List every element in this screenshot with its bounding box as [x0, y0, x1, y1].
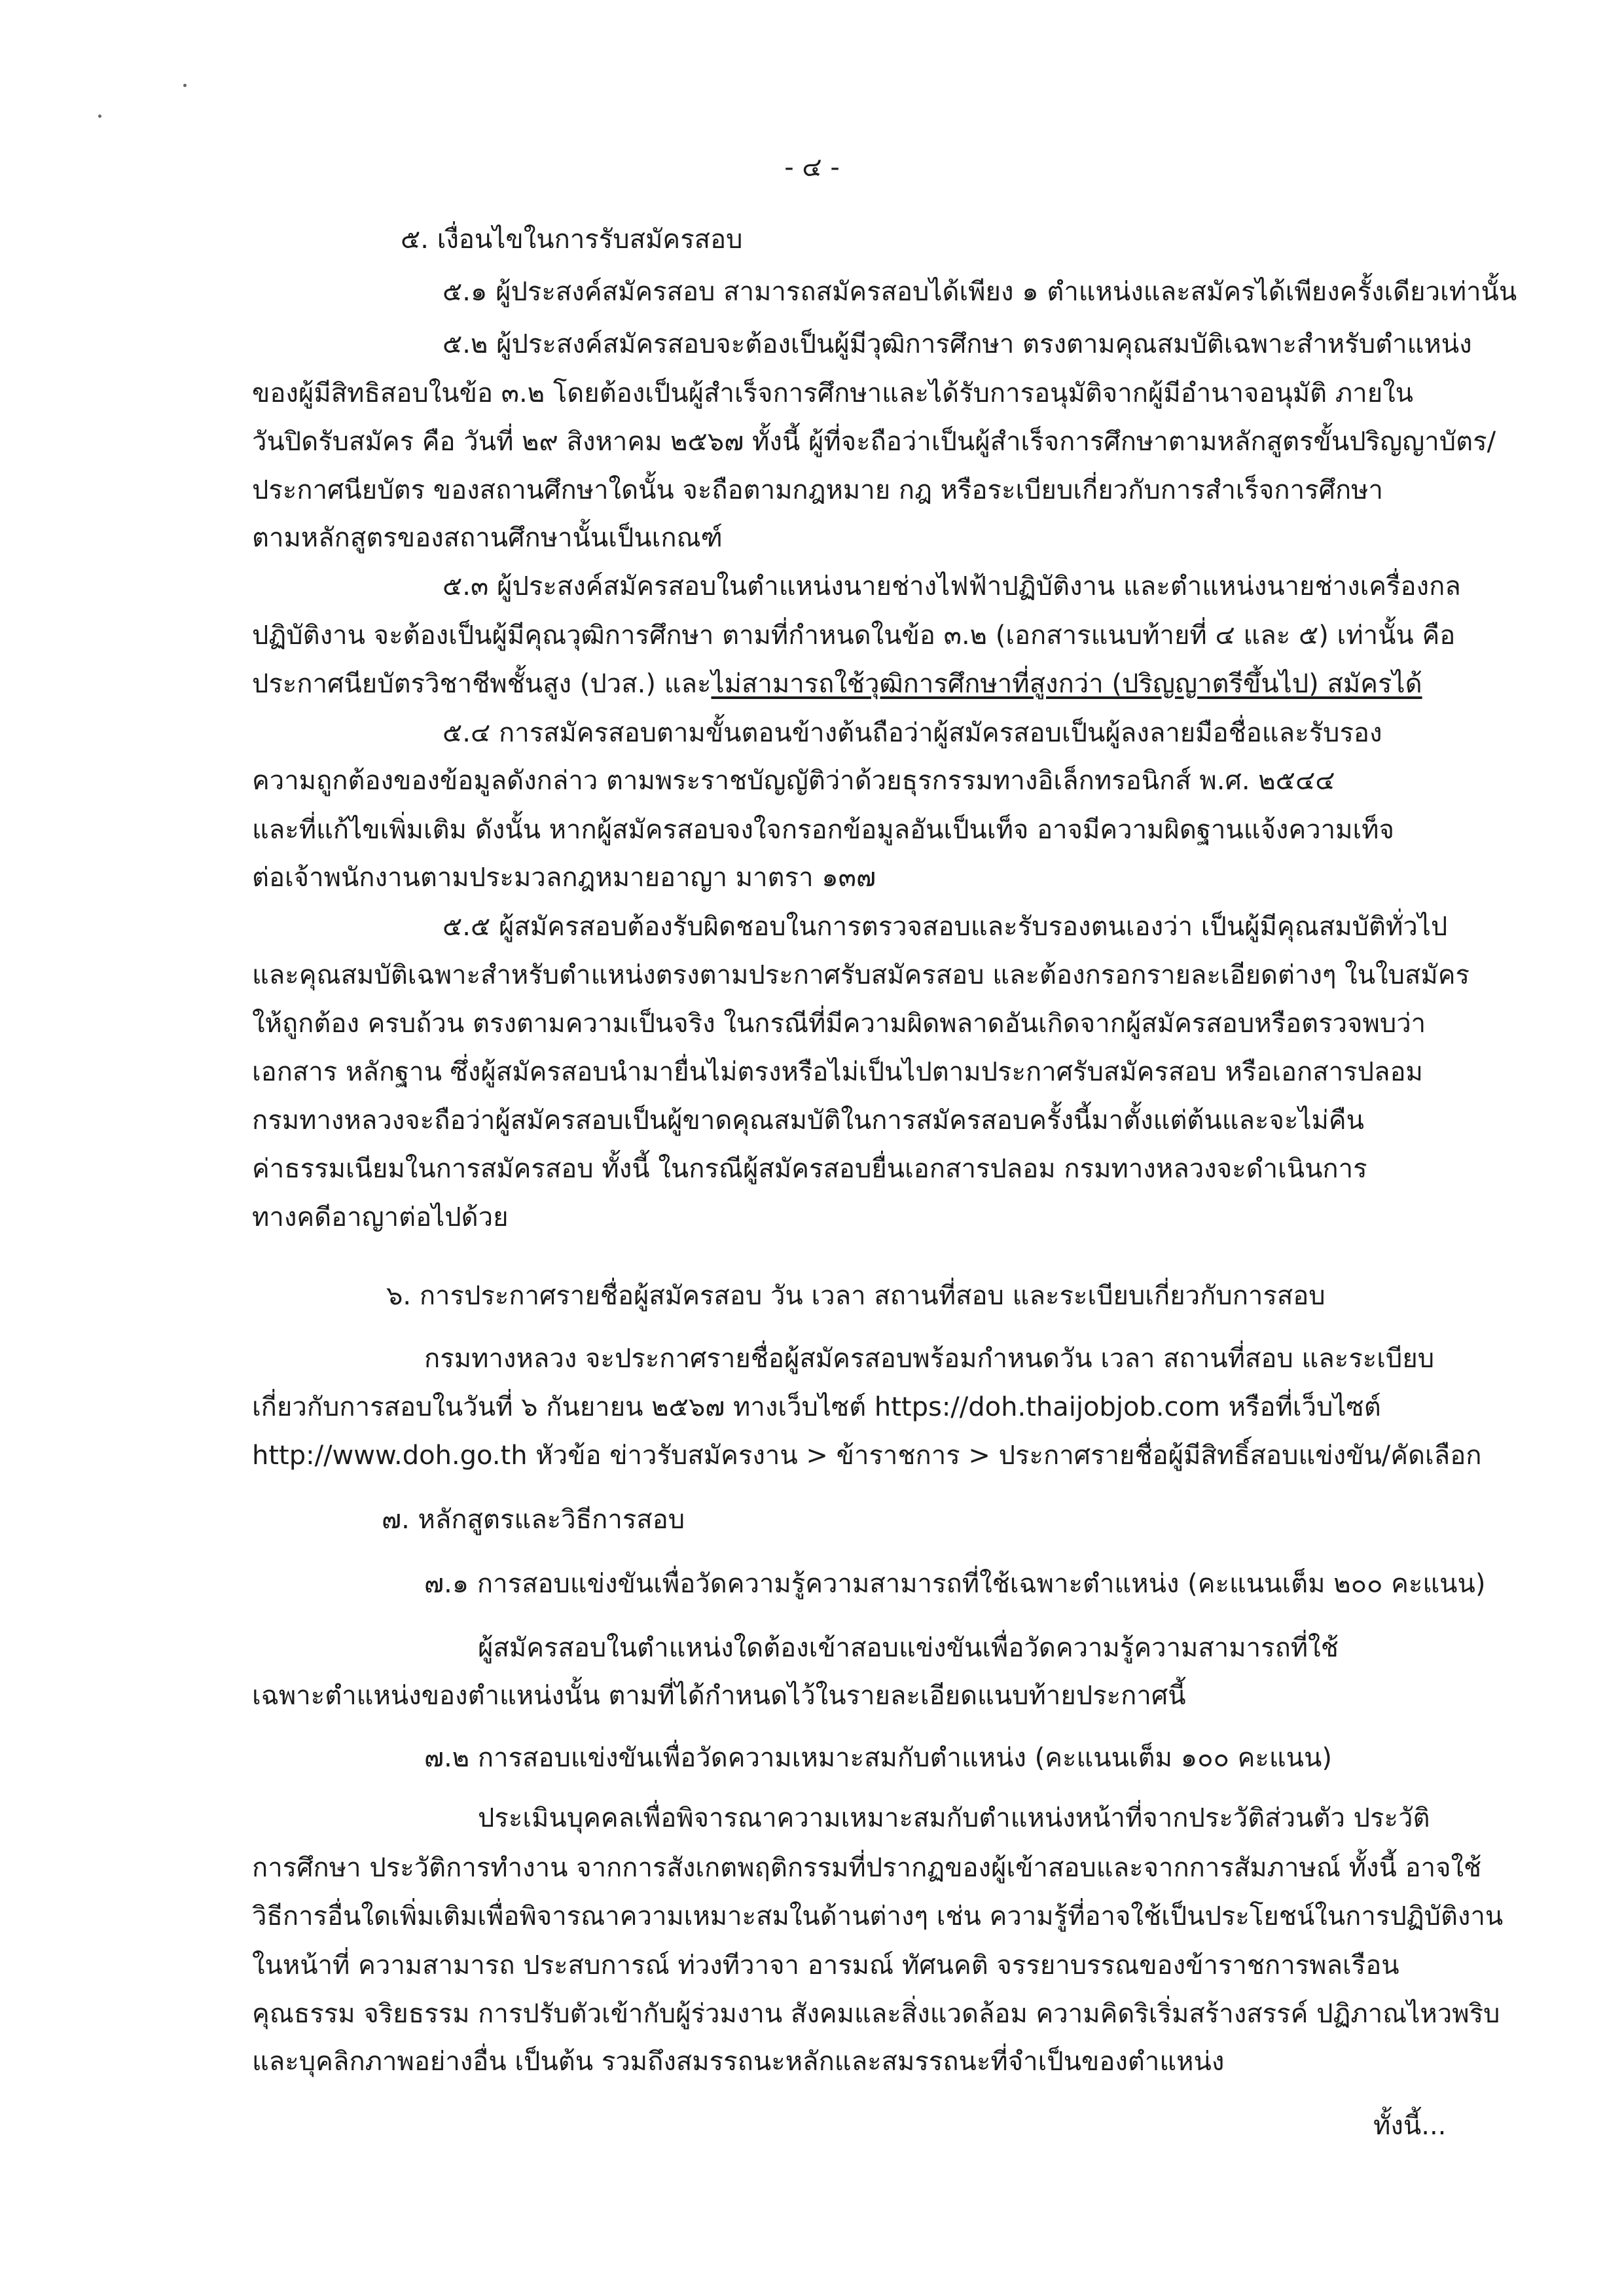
s5-5-line: ทางคดีอาญาต่อไปด้วย [252, 1202, 509, 1232]
s5-5-line: กรมทางหลวงจะถือว่าผู้สมัครสอบเป็นผู้ขาดคุณสมบัติในการสมัครสอบครั้งนี้มาตั้งแต่ต้นและจะไม่คืน [252, 1105, 1365, 1136]
s5-2-line: ๕.๒ ผู้ประสงค์สมัครสอบจะต้องเป็นผู้มีวุฒิการศึกษา ตรงตามคุณสมบัติเฉพาะสำหรับตำแหน่ง [442, 329, 1472, 359]
s7-1-line: เฉพาะตำแหน่งของตำแหน่งนั้น ตามที่ได้กำหนดไว้ในรายละเอียดแนบท้ายประกาศนี้ [252, 1681, 1186, 1711]
scan-speck [183, 84, 187, 87]
s5-4-line: ๕.๔ การสมัครสอบตามขั้นตอนข้างต้นถือว่าผู้สมัครสอบเป็นผู้ลงลายมือชื่อและรับรอง [442, 718, 1382, 748]
section-5-heading: ๕. เงื่อนไขในการรับสมัครสอบ [401, 224, 743, 255]
s5-2-line: ตามหลักสูตรของสถานศึกษานั้นเป็นเกณฑ์ [252, 523, 723, 553]
s5-5-line: ให้ถูกต้อง ครบถ้วน ตรงตามความเป็นจริง ในกรณีที่มีความผิดพลาดอันเกิดจากผู้สมัครสอบหรือตรวจพบว่า [252, 1009, 1426, 1039]
s7-1-heading: ๗.๑ การสอบแข่งขันเพื่อวัดความรู้ความสามารถที่ใช้เฉพาะตำแหน่ง (คะแนนเต็ม ๒๐๐ คะแนน) [424, 1569, 1486, 1599]
s5-2-line: ประกาศนียบัตร ของสถานศึกษาใดนั้น จะถือตามกฎหมาย กฎ หรือระเบียบเกี่ยวกับการสำเร็จการศึกษา [252, 475, 1384, 505]
s5-4-line: ความถูกต้องของข้อมูลดังกล่าว ตามพระราชบัญญัติว่าด้วยธุรกรรมทางอิเล็กทรอนิกส์ พ.ศ. ๒๕๔๔ [252, 766, 1335, 796]
s5-3-line [252, 666, 1422, 702]
section-7-heading: ๗. หลักสูตรและวิธีการสอบ [382, 1505, 685, 1535]
s5-5-line: เอกสาร หลักฐาน ซึ่งผู้สมัครสอบนำมายื่นไม่ตรงหรือไม่เป็นไปตามประกาศรับสมัครสอบ หรือเอกสารปลอม [252, 1057, 1423, 1087]
s5-1-line: ๕.๑ ผู้ประสงค์สมัครสอบ สามารถสมัครสอบได้เพียง ๑ ตำแหน่งและสมัครได้เพียงครั้งเดียวเท่านั้น [442, 277, 1517, 307]
section-6-heading: ๖. การประกาศรายชื่อผู้สมัครสอบ วัน เวลา สถานที่สอบ และระเบียบเกี่ยวกับการสอบ [386, 1281, 1326, 1311]
s7-2-line: วิธีการอื่นใดเพิ่มเติมเพื่อพิจารณาความเหมาะสมในด้านต่างๆ เช่น ความรู้ที่อาจใช้เป็นประโยชน์ในการปฏิบัติงาน [252, 1901, 1504, 1931]
continuation-text: ทั้งนี้... [1373, 2111, 1447, 2141]
s5-5-line: ค่าธรรมเนียมในการสมัครสอบ ทั้งนี้ ในกรณีผู้สมัครสอบยื่นเอกสารปลอม กรมทางหลวงจะดำเนินการ [252, 1154, 1367, 1184]
s6-line: เกี่ยวกับการสอบในวันที่ ๖ กันยายน ๒๕๖๗ ทางเว็บไซต์ https://doh.thaijobjob.com หรือที่เว็บไซต์ [252, 1392, 1381, 1422]
s5-3-line: ปฏิบัติงาน จะต้องเป็นผู้มีคุณวุฒิการศึกษา ตามที่กำหนดในข้อ ๓.๒ (เอกสารแนบท้ายที่ ๔ และ ๕) เท่านั้น คือ [252, 620, 1456, 651]
s7-2-line: การศึกษา ประวัติการทำงาน จากการสังเกตพฤติกรรมที่ปรากฏของผู้เข้าสอบและจากการสัมภาษณ์ ทั้งนี้ อาจใช้ [252, 1853, 1482, 1883]
s5-2-line: วันปิดรับสมัคร คือ วันที่ ๒๙ สิงหาคม ๒๕๖๗ ทั้งนี้ ผู้ที่จะถือว่าเป็นผู้สำเร็จการศึกษาตามหลักสูตรขั้นปริญญาบัตร/ [252, 427, 1496, 457]
s5-2-line: ของผู้มีสิทธิสอบในข้อ ๓.๒ โดยต้องเป็นผู้สำเร็จการศึกษาและได้รับการอนุมัติจากผู้มีอำนาจอนุมัติ ภายใน [252, 378, 1414, 408]
s5-5-line: และคุณสมบัติเฉพาะสำหรับตำแหน่งตรงตามประกาศรับสมัครสอบ และต้องกรอกรายละเอียดต่างๆ ในใบสมัคร [252, 960, 1470, 990]
s7-1-line: ผู้สมัครสอบในตำแหน่งใดต้องเข้าสอบแข่งขันเพื่อวัดความรู้ความสามารถที่ใช้ [478, 1633, 1339, 1663]
s5-3-line: ๕.๓ ผู้ประสงค์สมัครสอบในตำแหน่งนายช่างไฟฟ้าปฏิบัติงาน และตำแหน่งนายช่างเครื่องกล [442, 571, 1461, 601]
s7-2-line: ประเมินบุคคลเพื่อพิจารณาความเหมาะสมกับตำแหน่งหน้าที่จากประวัติส่วนตัว ประวัติ [478, 1803, 1430, 1833]
s7-2-heading: ๗.๒ การสอบแข่งขันเพื่อวัดความเหมาะสมกับตำแหน่ง (คะแนนเต็ม ๑๐๐ คะแนน) [424, 1743, 1332, 1773]
s6-line: กรมทางหลวง จะประกาศรายชื่อผู้สมัครสอบพร้อมกำหนดวัน เวลา สถานที่สอบ และระเบียบ [424, 1344, 1435, 1374]
s5-4-line: ต่อเจ้าพนักงานตามประมวลกฎหมายอาญา มาตรา ๑๓๗ [252, 863, 876, 893]
page-number: - ๔ - [784, 152, 840, 183]
s6-line: http://www.doh.go.th หัวข้อ ข่าวรับสมัครงาน > ข้าราชการ > ประกาศรายชื่อผู้มีสิทธิ์สอบแข่งขัน/คัดเลือก [252, 1441, 1482, 1471]
scan-speck [98, 115, 101, 118]
s7-2-line: คุณธรรม จริยธรรม การปรับตัวเข้ากับผู้ร่วมงาน สังคมและสิ่งแวดล้อม ความคิดริเริ่มสร้างสรรค์ ปฏิภาณไหวพริบ [252, 1999, 1500, 2029]
s5-4-line: และที่แก้ไขเพิ่มเติม ดังนั้น หากผู้สมัครสอบจงใจกรอกข้อมูลอันเป็นเท็จ อาจมีความผิดฐานแจ้งความเท็จ [252, 815, 1394, 845]
s5-3-plain-text: ประกาศนียบัตรวิชาชีพชั้นสูง (ปวส.) และ [252, 669, 712, 699]
s7-2-line: และบุคลิกภาพอย่างอื่น เป็นต้น รวมถึงสมรรถนะหลักและสมรรถนะที่จำเป็นของตำแหน่ง [252, 2047, 1225, 2077]
s5-5-line: ๕.๕ ผู้สมัครสอบต้องรับผิดชอบในการตรวจสอบและรับรองตนเองว่า เป็นผู้มีคุณสมบัติทั่วไป [442, 912, 1448, 942]
s5-3-underlined-text: ไม่สามารถใช้วุฒิการศึกษาที่สูงกว่า (ปริญญาตรีขึ้นไป) สมัครได้ [711, 669, 1422, 699]
s7-2-line: ในหน้าที่ ความสามารถ ประสบการณ์ ท่วงทีวาจา อารมณ์ ทัศนคติ จรรยาบรรณของข้าราชการพลเรือน [252, 1950, 1399, 1981]
